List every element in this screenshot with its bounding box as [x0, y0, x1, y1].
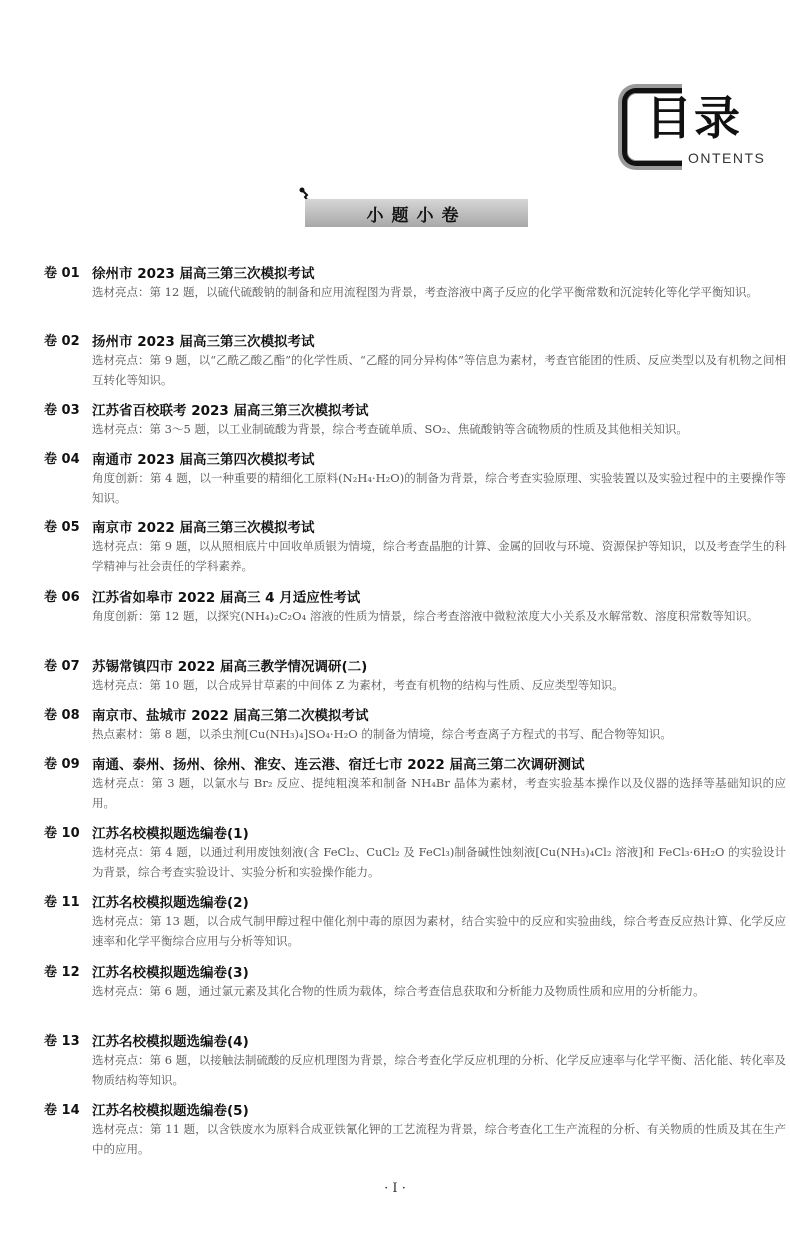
volume-number: 卷 10 — [44, 826, 80, 841]
description-text: 第 3～5 题，以工业制硫酸为背景，综合考查硫单质、SO₂、焦硫酸钠等含硫物质的性质及其他相关知识。 — [149, 422, 688, 436]
volume-number: 卷 05 — [44, 520, 80, 535]
entry-description — [92, 536, 786, 576]
description-label: 热点素材： — [92, 727, 150, 741]
description-label: 选材亮点： — [92, 422, 150, 436]
description-label: 选材亮点： — [92, 678, 150, 692]
entry-title[interactable]: 江苏名校模拟题选编卷(3) — [92, 965, 249, 981]
description-text: 第 13 题，以合成气制甲醇过程中催化剂中毒的原因为素材，结合实验中的反应和实验曲线，综合考查反应热计算、化学反应速率和化学平衡综合应用与分析等知识。 — [92, 914, 786, 948]
description-label: 选材亮点： — [92, 353, 150, 367]
volume-number: 卷 14 — [44, 1103, 80, 1118]
description-text: 第 8 题，以杀虫剂[Cu(NH₃)₄]SO₄·H₂O 的制备为情境，综合考查离子方程式的书写、配合物等知识。 — [149, 727, 672, 741]
volume-number: 卷 13 — [44, 1034, 80, 1049]
description-label: 选材亮点： — [92, 914, 150, 928]
description-text: 第 4 题，以一种重要的精细化工原料(N₂H₄·H₂O)的制备为背景，综合考查实验原理、实验装置以及实验过程中的主要操作等知识。 — [92, 471, 786, 505]
volume-number: 卷 02 — [44, 334, 80, 349]
description-label: 选材亮点： — [92, 776, 152, 790]
entry-title[interactable]: 江苏名校模拟题选编卷(5) — [92, 1103, 249, 1119]
entry-title[interactable]: 江苏省百校联考 2023 届高三第三次模拟考试 — [92, 403, 369, 419]
entry-description — [92, 773, 786, 813]
entry-description — [92, 911, 786, 951]
description-text: 第 4 题，以通过利用废蚀刻液(含 FeCl₂、CuCl₂ 及 FeCl₃)制备碱性蚀刻液[Cu(NH₃)₄Cl₂ 溶液]和 FeCl₃·6H₂O 的实验设计为背景，综合考查实验设计、实验分析和实验操作能力。 — [92, 845, 786, 879]
description-text: 第 12 题，以硫代硫酸钠的制备和应用流程图为背景，考查溶液中离子反应的化学平衡常数和沉淀转化等化学平衡知识。 — [149, 285, 758, 299]
volume-number: 卷 03 — [44, 403, 80, 418]
entry-description — [92, 282, 786, 302]
page-number: · I · — [384, 1181, 406, 1196]
logo-title: 目录 — [646, 91, 742, 145]
entry-title[interactable]: 江苏名校模拟题选编卷(2) — [92, 895, 249, 911]
entry-title[interactable]: 苏锡常镇四市 2022 届高三教学情况调研(二) — [92, 659, 368, 675]
entry-title[interactable]: 江苏省如皋市 2022 届高三 4 月适应性考试 — [92, 590, 361, 606]
entry-title[interactable]: 南通、泰州、扬州、徐州、淮安、连云港、宿迁七市 2022 届高三第二次调研测试 — [92, 757, 585, 773]
section-banner — [305, 199, 528, 227]
description-text: 第 6 题，以接触法制硫酸的反应机理图为背景，综合考查化学反应机理的分析、化学反应速率与化学平衡、活化能、转化率及物质结构等知识。 — [92, 1053, 787, 1087]
volume-number: 卷 12 — [44, 965, 80, 980]
section-title: 小题小卷 — [366, 205, 467, 226]
entry-description — [92, 675, 786, 695]
contents-logo — [618, 84, 790, 176]
description-text: 第 11 题，以含铁废水为原料合成亚铁氰化钾的工艺流程为背景，综合考查化工生产流程的分析、有关物质的性质及其在生产中的应用。 — [92, 1122, 786, 1156]
description-text: 第 10 题，以合成异甘草素的中间体 Z 为素材，考查有机物的结构与性质、反应类型等知识。 — [149, 678, 624, 692]
entry-title[interactable]: 江苏名校模拟题选编卷(1) — [92, 826, 249, 842]
description-label: 选材亮点： — [92, 1053, 150, 1067]
entry-title[interactable]: 南京市 2022 届高三第三次模拟考试 — [92, 520, 315, 536]
volume-number: 卷 09 — [44, 757, 80, 772]
entry-title[interactable]: 南通市 2023 届高三第四次模拟考试 — [92, 452, 315, 468]
entry-title[interactable]: 徐州市 2023 届高三第三次模拟考试 — [92, 266, 315, 282]
entry-description — [92, 468, 786, 508]
entry-title[interactable]: 江苏名校模拟题选编卷(4) — [92, 1034, 249, 1050]
volume-number: 卷 11 — [44, 895, 80, 910]
description-label: 角度创新： — [92, 609, 150, 623]
entry-description — [92, 419, 786, 439]
entry-description — [92, 842, 786, 882]
volume-number: 卷 06 — [44, 590, 80, 605]
entry-title[interactable]: 南京市、盐城市 2022 届高三第二次模拟考试 — [92, 708, 369, 724]
description-text: 第 9 题，以“乙酰乙酸乙酯”的化学性质、“乙醛的同分异构体”等信息为素材，考查官能团的性质、反应类型以及有机物之间相互转化等知识。 — [92, 353, 786, 387]
entry-description — [92, 1050, 786, 1090]
description-label: 选材亮点： — [92, 285, 150, 299]
entry-description — [92, 350, 786, 390]
entry-description — [92, 981, 786, 1001]
description-label: 选材亮点： — [92, 539, 150, 553]
description-text: 第 3 题，以氯水与 Br₂ 反应、提纯粗溴苯和制备 NH₄Br 晶体为素材，考查实验基本操作以及仪器的选择等基础知识的应用。 — [92, 776, 787, 810]
entry-description — [92, 1119, 786, 1159]
description-text: 第 12 题，以探究(NH₄)₂C₂O₄ 溶液的性质为情景，综合考查溶液中微粒浓度大小关系及水解常数、溶度积常数等知识。 — [149, 609, 759, 623]
description-text: 第 6 题，通过氯元素及其化合物的性质为载体，综合考查信息获取和分析能力及物质性质和应用的分析能力。 — [149, 984, 705, 998]
entry-title[interactable]: 扬州市 2023 届高三第三次模拟考试 — [92, 334, 315, 350]
description-label: 选材亮点： — [92, 984, 150, 998]
logo-subtitle: ONTENTS — [688, 150, 766, 166]
description-label: 角度创新： — [92, 471, 150, 485]
description-text: 第 9 题，以从照相底片中回收单质银为情境，综合考查晶胞的计算、金属的回收与环境、资源保护等知识，以及考查学生的科学精神与社会责任的学科素养。 — [92, 539, 787, 573]
volume-number: 卷 07 — [44, 659, 80, 674]
entry-description — [92, 606, 786, 626]
description-label: 选材亮点： — [92, 845, 150, 859]
volume-number: 卷 04 — [44, 452, 80, 467]
volume-number: 卷 01 — [44, 266, 80, 281]
entry-description — [92, 724, 786, 744]
volume-number: 卷 08 — [44, 708, 80, 723]
description-label: 选材亮点： — [92, 1122, 150, 1136]
